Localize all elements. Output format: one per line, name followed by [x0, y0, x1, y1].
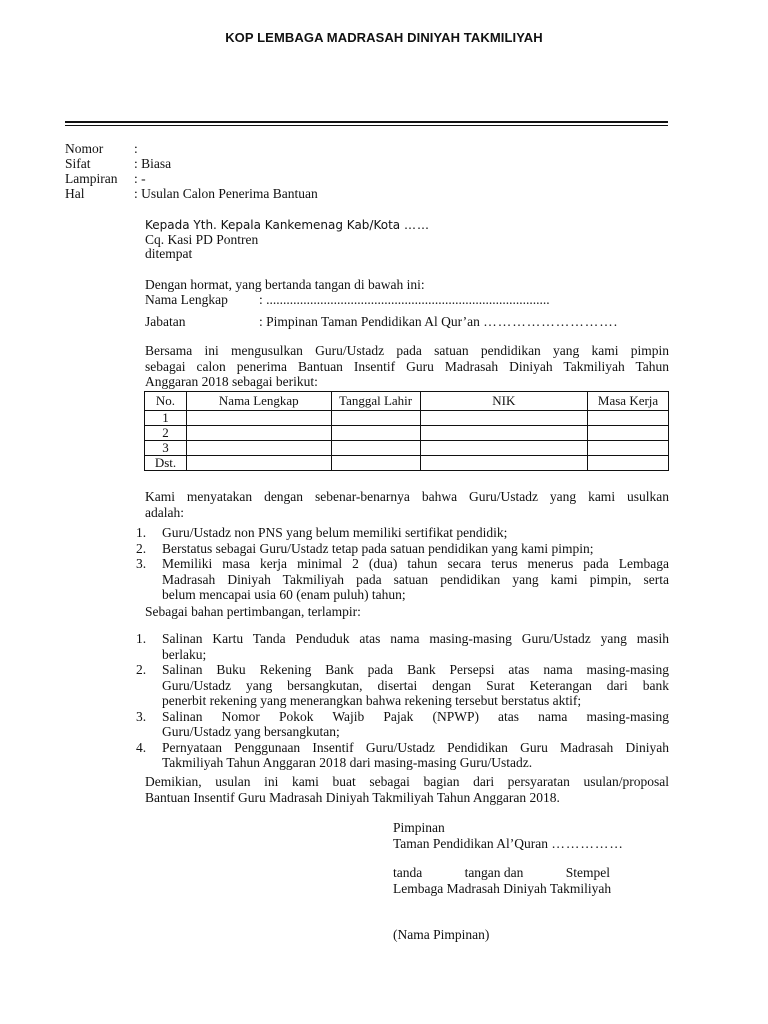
col-header-nik: NIK [420, 392, 588, 411]
list-line: Salinan Kartu Tanda Penduduk atas nama masing-masing Guru/Ustadz yang masih [162, 631, 669, 646]
list-line: penerbit rekening yang menerangkan bahwa rekening tersebut berstatus aktif; [162, 693, 582, 708]
table-cell [420, 441, 588, 456]
list-line: Salinan Nomor Pokok Wajib Pajak (NPWP) atas nama masing-masing [162, 708, 669, 724]
list-line: Berstatus sebagai Guru/Ustadz tetap pada satuan pendidikan yang kami pimpin; [162, 540, 594, 556]
attachment-item [136, 662, 669, 709]
recipient-address: Kepada Yth. Kepala Kankemenag Kab/Kota [145, 218, 401, 232]
letterhead-rule-thin [65, 125, 668, 126]
list-line: Memiliki masa kerja minimal 2 (dua) tahun secara terus menerus pada Lembaga [162, 556, 669, 571]
table-row [145, 426, 669, 441]
list-number: 1. [136, 525, 147, 540]
criteria-item [136, 556, 669, 603]
list-number: 3. [136, 556, 147, 571]
list-line: Madrasah Diniyah Takmiliyah pada satuan pendidikan yang kami pimpin, serta [162, 571, 669, 587]
table-cell [588, 441, 669, 456]
attachment-item [136, 709, 669, 740]
meta-value-lampiran: : - [134, 171, 146, 186]
sign-word: Stempel [565, 865, 610, 880]
meta-value-nomor: : [134, 141, 138, 156]
closing-line: Demikian, usulan ini kami buat sebagai bagian dari persyaratan usulan/proposal [145, 774, 669, 789]
intro-line: Bersama ini mengusulkan Guru/Ustadz pada satuan pendidikan yang kami pimpin [145, 343, 669, 358]
intro-line: Anggaran 2018 sebagai berikut: [145, 374, 318, 389]
attachment-intro: Sebagai bahan pertimbangan, terlampir: [145, 604, 361, 619]
criteria-item [136, 525, 669, 541]
recipient-line-2: Cq. Kasi PD Pontren [145, 232, 259, 247]
table-cell [588, 456, 669, 471]
greeting: Dengan hormat, yang bertanda tangan di bawah ini: [145, 277, 425, 292]
letterhead-title: KOP LEMBAGA MADRASAH DINIYAH TAKMILIYAH [225, 30, 543, 45]
table-cell [420, 411, 588, 426]
list-line: Guru/Ustadz yang bersangkutan; [162, 724, 340, 739]
position-label: Jabatan [145, 314, 186, 329]
nominee-table [144, 391, 669, 471]
list-line: Takmiliyah Tahun Anggaran 2018 dari masing-masing Guru/Ustadz. [162, 755, 533, 770]
table-cell [420, 456, 588, 471]
attachments-list [136, 631, 669, 771]
statement-paragraph [145, 489, 669, 520]
list-line: Guru/Ustadz yang bersangkutan, disertai dengan Surat Keterangan dari bank [162, 677, 669, 693]
list-number: 2. [136, 662, 147, 677]
list-number: 1. [136, 631, 147, 646]
statement-line: Kami menyatakan dengan sebenar-benarnya bahwa Guru/Ustadz yang kami usulkan [145, 489, 669, 504]
row-number: Dst. [145, 456, 187, 471]
signature-stamp-line [393, 865, 610, 881]
sign-word: tanda [393, 865, 423, 880]
list-line: Pernyataan Penggunaan Insentif Guru/Ustadz Pendidikan Guru Madrasah Diniyah [162, 739, 669, 755]
table-cell [186, 441, 331, 456]
letterhead-rule-thick [65, 121, 668, 123]
closing-paragraph [145, 774, 669, 805]
table-cell [331, 426, 420, 441]
table-cell [331, 456, 420, 471]
recipient-line-1 [145, 217, 430, 233]
table-cell [186, 411, 331, 426]
meta-value-hal: : Usulan Calon Penerima Bantuan [134, 186, 318, 201]
list-number: 3. [136, 708, 147, 724]
name-value: : .................................................................................... [259, 292, 550, 307]
list-line: Guru/Ustadz non PNS yang belum memiliki sertifikat pendidik; [162, 525, 508, 540]
table-cell [331, 441, 420, 456]
table-row [145, 411, 669, 426]
statement-line: adalah: [145, 504, 184, 520]
list-line: berlaku; [162, 646, 207, 662]
position-value: : Pimpinan Taman Pendidikan Al Qur’an [259, 314, 480, 329]
sign-word: tangan dan [464, 865, 524, 880]
signature-institution-line [393, 836, 624, 852]
table-row [145, 441, 669, 456]
closing-line: Bantuan Insentif Guru Madrasah Diniyah Takmiliyah Tahun Anggaran 2018. [145, 789, 560, 805]
table-cell [331, 411, 420, 426]
table-cell [186, 456, 331, 471]
criteria-item [136, 541, 669, 557]
col-header-tenure: Masa Kerja [588, 392, 669, 411]
attachment-item [136, 740, 669, 771]
col-header-name: Nama Lengkap [186, 392, 331, 411]
table-header-row [145, 392, 669, 411]
list-number: 2. [136, 540, 147, 556]
list-number: 4. [136, 739, 147, 755]
intro-line: sebagai calon penerima Bantuan Insentif Guru Madrasah Diniyah Takmiliyah Tahun [145, 358, 669, 374]
col-header-no: No. [145, 392, 187, 411]
attachment-item [136, 631, 669, 662]
signature-name: (Nama Pimpinan) [393, 927, 490, 942]
table-cell [588, 411, 669, 426]
list-line: Salinan Buku Rekening Bank pada Bank Persepsi atas nama masing-masing [162, 662, 669, 677]
table-row [145, 456, 669, 471]
signature-institution: Taman Pendidikan Al’Quran [393, 836, 549, 851]
list-line: belum mencapai usia 60 (enam puluh) tahun; [162, 587, 406, 602]
meta-label-nomor: Nomor [65, 141, 104, 156]
recipient-dots: …… [403, 218, 430, 232]
position-value-line [259, 314, 618, 330]
signature-institution-dots: …………… [551, 836, 624, 851]
position-dots: ………………………. [483, 314, 619, 329]
signature-title: Pimpinan [393, 820, 445, 835]
meta-label-hal: Hal [65, 186, 85, 201]
col-header-birthdate: Tanggal Lahir [331, 392, 420, 411]
name-label: Nama Lengkap [145, 292, 228, 307]
row-number: 2 [145, 426, 187, 441]
meta-label-sifat: Sifat [65, 156, 91, 171]
recipient-line-3: ditempat [145, 246, 193, 261]
intro-paragraph [145, 343, 669, 390]
table-cell [588, 426, 669, 441]
meta-value-sifat: : Biasa [134, 156, 172, 171]
signature-institution-2: Lembaga Madrasah Diniyah Takmiliyah [393, 881, 612, 896]
table-cell [420, 426, 588, 441]
table-cell [186, 426, 331, 441]
row-number: 3 [145, 441, 187, 456]
meta-label-lampiran: Lampiran [65, 171, 118, 186]
criteria-list [136, 525, 669, 603]
row-number: 1 [145, 411, 187, 426]
